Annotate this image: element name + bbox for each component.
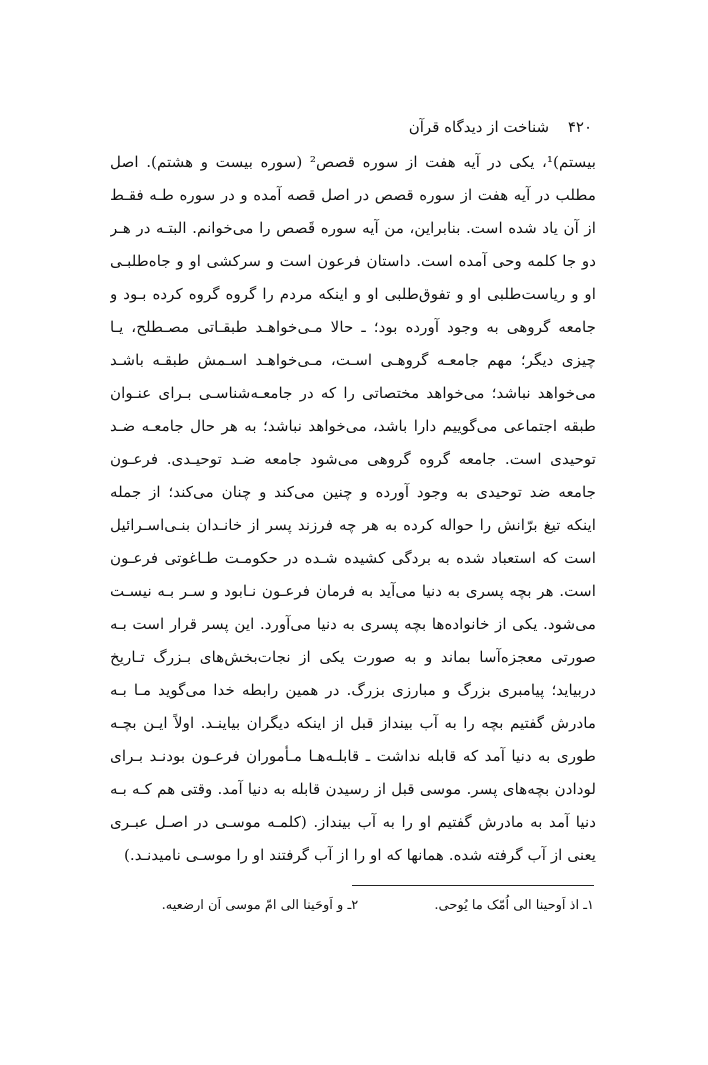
text-line: مطلب در آیه هفت از سوره قصص در اصل قصه آمده و در سوره طـه فقـط [110, 186, 596, 204]
text-line: چیزی دیگر؛ مهم جامعـه گروهـی اسـت، مـی‌خواهـد اسـمش طبقـه باشـد [110, 351, 596, 369]
text-line: صورتی معجزه‌آسا بماند و به صورت یکی از نجات‌بخش‌های بـزرگ تـاریخ [110, 648, 596, 666]
footnote-separator [352, 885, 594, 886]
text-line: یعنی از آب گرفته شده. همانها که او را از آب گرفتند او را موسـی نامیدنـد.) [123, 846, 596, 864]
body-text [110, 146, 596, 872]
text-line: دو جا کلمه وحی آمده است. داستان فرعون است و سرکشی او و جاه‌طلبـی [110, 252, 596, 270]
text-line: می‌خواهد نباشد؛ می‌خواهد مختصاتی را که در جامعـه‌شناسـی بـرای عنـوان [110, 384, 596, 402]
text-line: است که استعباد شده به بردگی کشیده شـده در حکومـت طـاغوتی فرعـون [110, 549, 596, 567]
book-title: شناخت از دیدگاه قرآن [408, 118, 550, 136]
text-line: اینکه تیغ برّانش را حواله کرده به هر چه فرزند پسر از خانـدان بنـی‌اسـرائیل [110, 516, 596, 534]
text-line: از آن یاد شده است. بنابراین، من آیه سوره قَصص را می‌خوانم. البتـه در هـر [110, 219, 596, 237]
text-line: دربیاید؛ پیامبری بزرگ و مبارزی بزرگ. در همین رابطه خدا می‌گوید مـا بـه [110, 681, 596, 699]
text-line: جامعه ضد توحیدی به وجود آورده و چنین می‌کند و چنان می‌کند؛ از جمله [110, 483, 596, 501]
text-line: می‌شود. یکی از خانواده‌ها بچه پسری به دنیا می‌آورد. این پسر قرار است بـه [110, 615, 596, 633]
text-line: بیستم)¹، یکی در آیه هفت از سوره قصص² (سوره بیست و هشتم). اصل [110, 153, 596, 171]
footnote-2: ٢ـ و اَوحَینا الی امّ موسی اَن ارضعیه. [161, 898, 359, 913]
text-line: دنیا آمد به مادرش گفتیم او را به آب بینداز. (کلمـه موسـی در اصـل عبـری [110, 813, 596, 831]
running-header [409, 118, 592, 136]
page-number: ۴۲۰ [567, 118, 592, 136]
text-line: طوری به دنیا آمد که قابله نداشت ـ قابلـه‌هـا مـأموران فرعـون بودنـد بـرای [110, 747, 596, 765]
footnote-1: ١ـ اذ اَوحینا الی اُمّک ما یُوحی. [434, 898, 594, 913]
footnotes [124, 898, 594, 913]
text-line: او و ریاست‌طلبی او و تفوق‌طلبی او و اینکه مردم را گروه گروه کرده بـود و [110, 285, 596, 303]
text-line: جامعه گروهی به وجود آورده بود؛ ـ حالا مـی‌خواهـد طبقـاتی مصـطلح، یـا [110, 318, 596, 336]
text-line: مادرش گفتیم بچه را به آب بینداز قبل از اینکه دیگران بیاینـد. اولاً ایـن بچـه [110, 714, 596, 732]
text-line: لودادن بچه‌های پسر. موسی قبل از رسیدن قابله به دنیا آمد. وقتی هم کـه بـه [110, 780, 596, 798]
text-line: توحیدی است. جامعه گروه گروهی می‌شود جامعه ضـد توحیـدی. فرعـون [110, 450, 596, 468]
text-line: طبقه اجتماعی می‌گوییم دارا باشد، می‌خواهد نباشد؛ به هر حال جامعـه ضـد [110, 417, 596, 435]
text-line: است. هر بچه پسری به دنیا می‌آید به فرمان فرعـون نـابود و سـر بـه نیسـت [110, 582, 596, 600]
